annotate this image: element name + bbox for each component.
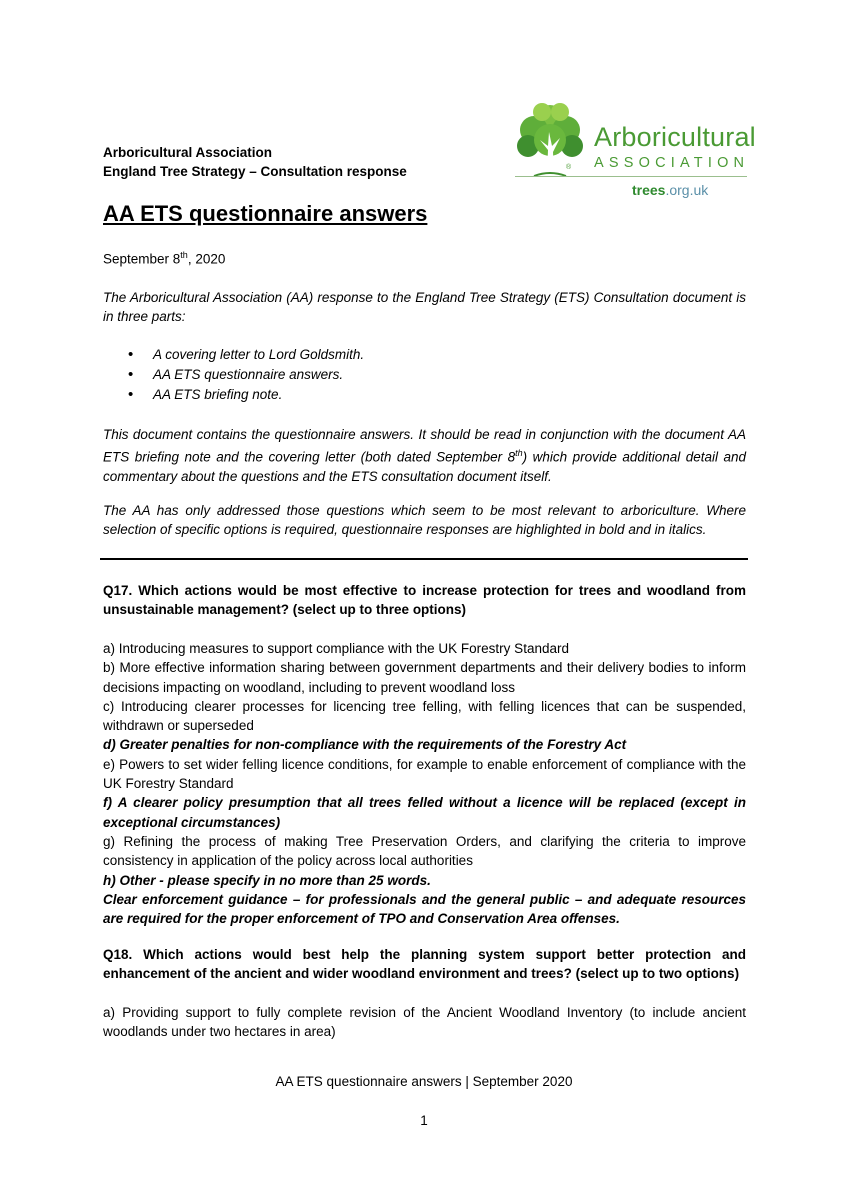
- document-title: AA ETS questionnaire answers: [103, 201, 428, 226]
- logo-divider: [515, 176, 747, 177]
- q17-question: Q17. Which actions would be most effective to increase protection for trees and woodland from unsustainable management? (select up to three options): [103, 583, 746, 618]
- parts-list: [128, 345, 364, 405]
- q17-option-a: a) Introducing measures to support compliance with the UK Forestry Standard: [103, 641, 569, 656]
- contains-paragraph: [103, 425, 746, 486]
- logo-wordmark-association: ASSOCIATION: [594, 155, 750, 171]
- q17-option-g: g) Refining the process of making Tree Preservation Orders, and clarifying the criteria to improve consistency in application of the policy across local authorities: [103, 833, 746, 869]
- document-header: [103, 143, 407, 181]
- list-item: • A covering letter to Lord Goldsmith.: [128, 345, 364, 365]
- logo-wordmark-arboricultural: Arboricultural: [594, 122, 756, 152]
- page-footer: AA ETS questionnaire answers | September 2020: [275, 1074, 573, 1089]
- q17-option-f-selected: f) A clearer policy presumption that all trees felled without a licence will be replaced (except in exceptional circumstances): [103, 795, 746, 830]
- q18-option-a: a) Providing support to fully complete revision of the Ancient Woodland Inventory (to include ancient woodlands under two hectares in area): [103, 1005, 746, 1040]
- document-subtitle: England Tree Strategy – Consultation response: [103, 164, 407, 179]
- date-year: , 2020: [187, 251, 226, 267]
- q17-option-c: c) Introducing clearer processes for licencing tree felling, with felling licences that can be suspended, withdrawn or superseded: [103, 698, 746, 734]
- q18-question: Q18. Which actions would best help the planning system support better protection and enhancement of the ancient and wider woodland environment and trees? (select up to two options): [103, 947, 746, 982]
- page-number: 1: [420, 1113, 428, 1128]
- document-date: [103, 250, 225, 267]
- q17-option-h-selected: h) Other - please specify in no more than 25 words.: [103, 872, 431, 888]
- q17-option-e: e) Powers to set wider felling licence conditions, for example to enable enforcement of compliance with the UK Forestry Standard: [103, 756, 746, 792]
- list-item: • AA ETS questionnaire answers.: [128, 365, 364, 385]
- organization-name: Arboricultural Association: [103, 145, 273, 160]
- logo-website: [632, 182, 708, 198]
- section-divider: [100, 558, 748, 560]
- logo-url-rest: .org.uk: [665, 182, 709, 198]
- q17-options: [103, 639, 746, 928]
- q17-option-b: b) More effective information sharing between government departments and their delivery bodies to inform decisions impacting on woodland, including to prevent woodland loss: [103, 660, 746, 695]
- contains-sup: th: [515, 448, 523, 459]
- date-prefix: September 8: [103, 251, 181, 267]
- logo-url-bold: trees: [632, 182, 666, 198]
- date-suffix: th: [180, 250, 188, 260]
- registered-mark: ®: [566, 164, 572, 171]
- tree-logo-icon: [514, 100, 586, 182]
- contains-text-a: This document contains the questionnaire answers. It should be read in conjunction with the document AA ETS briefing note and the covering letter (both dated September 8: [103, 427, 746, 465]
- q18-options: [103, 1003, 746, 1042]
- note-paragraph: The AA has only addressed those questions which seem to be most relevant to arboriculture. Where selection of specific options is required, questionnaire responses are highlighted in bold and in italics.: [103, 503, 746, 538]
- list-item: • AA ETS briefing note.: [128, 385, 364, 405]
- q17-other-answer: Clear enforcement guidance – for professionals and the general public – and adequate resources are required for the proper enforcement of TPO and Conservation Area offenses.: [103, 891, 746, 927]
- arboricultural-association-logo: [512, 100, 756, 200]
- q17-option-d-selected: d) Greater penalties for non-compliance with the requirements of the Forestry Act: [103, 737, 627, 753]
- intro-paragraph: The Arboricultural Association (AA) response to the England Tree Strategy (ETS) Consultation document is in three parts:: [103, 290, 746, 325]
- contains-text-b: ) which provide additional detail and commentary about the questions and the ETS consultation document itself.: [103, 449, 746, 485]
